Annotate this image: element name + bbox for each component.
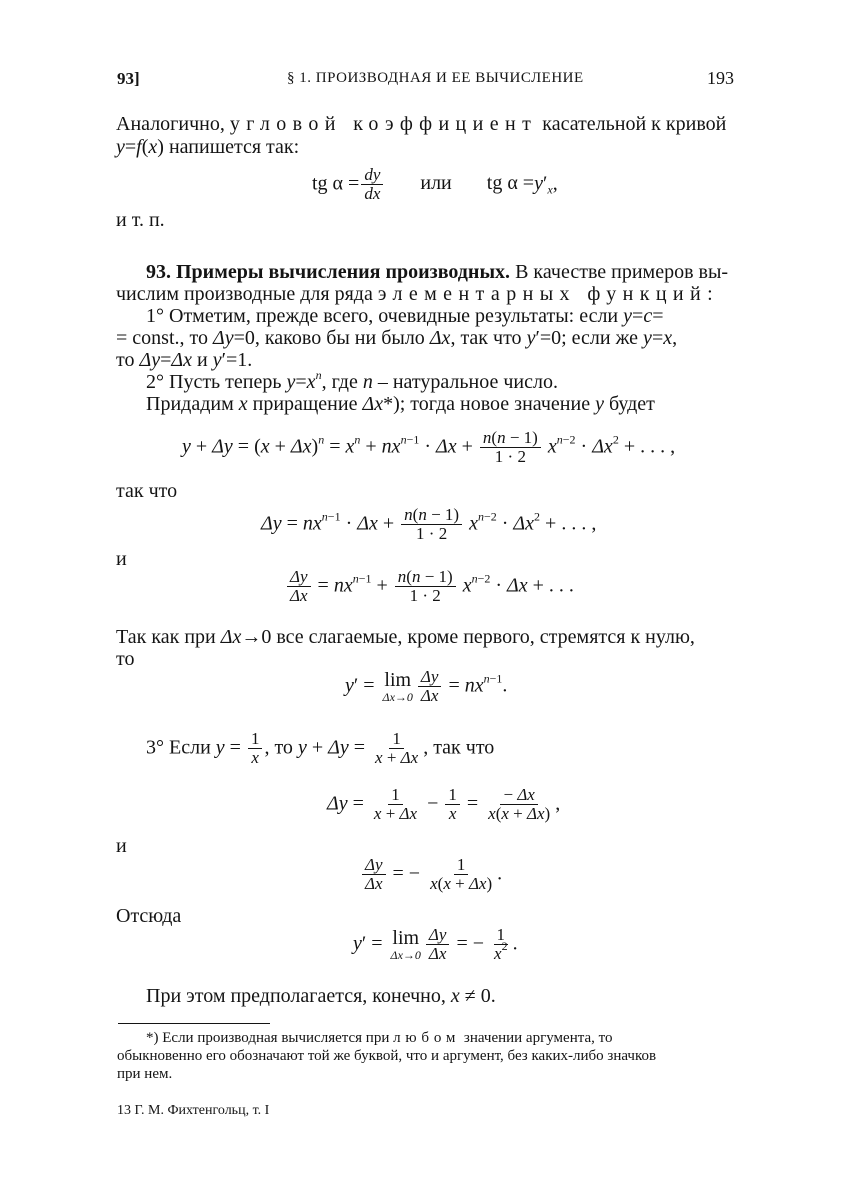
- p2-line-1: 2° Пусть теперь $y=x^n$, где n – натуральное число.: [146, 368, 558, 393]
- so-that-1: так что: [116, 480, 178, 502]
- formula-reciprocal-derivative: y′ = lim Δx→0 $\frac{\Delta y}{\Delta x}$ = − $\frac{1}{x^2}$ .: [353, 925, 518, 963]
- intro-etc: и т. п.: [116, 209, 165, 231]
- formula-tangent-slope: tg α = $\frac{dy}{dx}$ или tg $\alpha =y'_x$,: [312, 165, 558, 203]
- p1-line-1: 1° Отметим, прежде всего, очевидные результаты: если y=c=: [146, 305, 664, 327]
- page-number: 193: [707, 68, 734, 88]
- section-title: 93. Примеры вычисления производных.: [146, 261, 511, 283]
- running-title: § 1. ПРОИЗВОДНАЯ И ЕЕ ВЫЧИСЛЕНИЕ: [287, 70, 584, 86]
- section-ref: 93]: [117, 69, 140, 88]
- and-2: и: [116, 835, 127, 857]
- p1-line-2: = const., то Δy=0, каково бы ни было Δx, так что y′=0; если же y=x,: [116, 327, 678, 349]
- intro-line-2: y=f(x) напишется так:: [116, 136, 300, 158]
- p3-line: 3° Если y = $\frac{1}{x}$ , то y + Δy = $\frac{1}{x + \Delta x}$ , так что: [146, 729, 495, 767]
- footnote-line-2: обыкновенно его обозначают той же буквой, что и аргумент, без каких-либо значков: [117, 1048, 657, 1064]
- final-note: При этом предполагается, конечно, x ≠ 0.: [146, 985, 496, 1007]
- section-line-1: 93. Примеры вычисления производных. В качестве примеров вы-: [146, 261, 729, 283]
- footnote-rule: [118, 1023, 270, 1024]
- footnote-line-1: *) Если производная вычисляется при любом значении аргумента, то: [146, 1030, 613, 1046]
- since-line-1: Так как при Δx→0 все слагаемые, кроме первого, стремятся к нулю,: [116, 626, 695, 648]
- hence: Отсюда: [116, 905, 182, 927]
- footnote-line-3: при нем.: [117, 1066, 173, 1082]
- formula-reciprocal-ratio: $\frac{\Delta y}{\Delta x}$ = − $\frac{1}{x(x + \Delta x)}$ .: [360, 856, 502, 894]
- and-1: и: [116, 548, 127, 570]
- formula-reciprocal-delta: Δy = $\frac{1}{x + \Delta x}$ − $\frac{1}{x}$ = $\frac{- \Delta x}{x(x + \Delta x)}$ ,: [327, 785, 561, 823]
- since-line-2: то: [116, 648, 135, 670]
- section-line-2: числим производные для ряда элементарных функций:: [116, 283, 720, 305]
- intro-line-1: Аналогично, угловой коэффициент касательной к кривой: [116, 113, 727, 135]
- formula-delta-y: $\Delta y = nx^{n-1} \cdot \Delta x$ + $\frac{n(n - 1)}{1 \cdot 2}$ $x^{n-2} \cdot \Delta x^2$ + . . . ,: [261, 505, 597, 543]
- formula-power-derivative: y′ = lim Δx→0 $\frac{\Delta y}{\Delta x}$ = $nx^{n-1}$.: [345, 667, 508, 705]
- formula-binomial: $y + \Delta y = (x + \Delta x)^n = x^n + nx^{n-1} \cdot \Delta x$ + $\frac{n(n - 1)}{1 \cdot 2}$ $x^{n-2} \cdot \Delta x^2$ + . . . ,: [182, 428, 676, 466]
- p2-line-2: Придадим x приращение Δx*); тогда новое значение y будет: [146, 393, 655, 415]
- p1-line-3: то Δy=Δx и y′=1.: [116, 349, 253, 371]
- signature-mark: 13 Г. М. Фихтенгольц, т. I: [117, 1103, 270, 1118]
- formula-ratio: $\frac{\Delta y}{\Delta x}$ = $nx^{n-1}$ + $\frac{n(n - 1)}{1 \cdot 2}$ $x^{n-2} \cdot \Delta x$ + . . .: [285, 568, 574, 606]
